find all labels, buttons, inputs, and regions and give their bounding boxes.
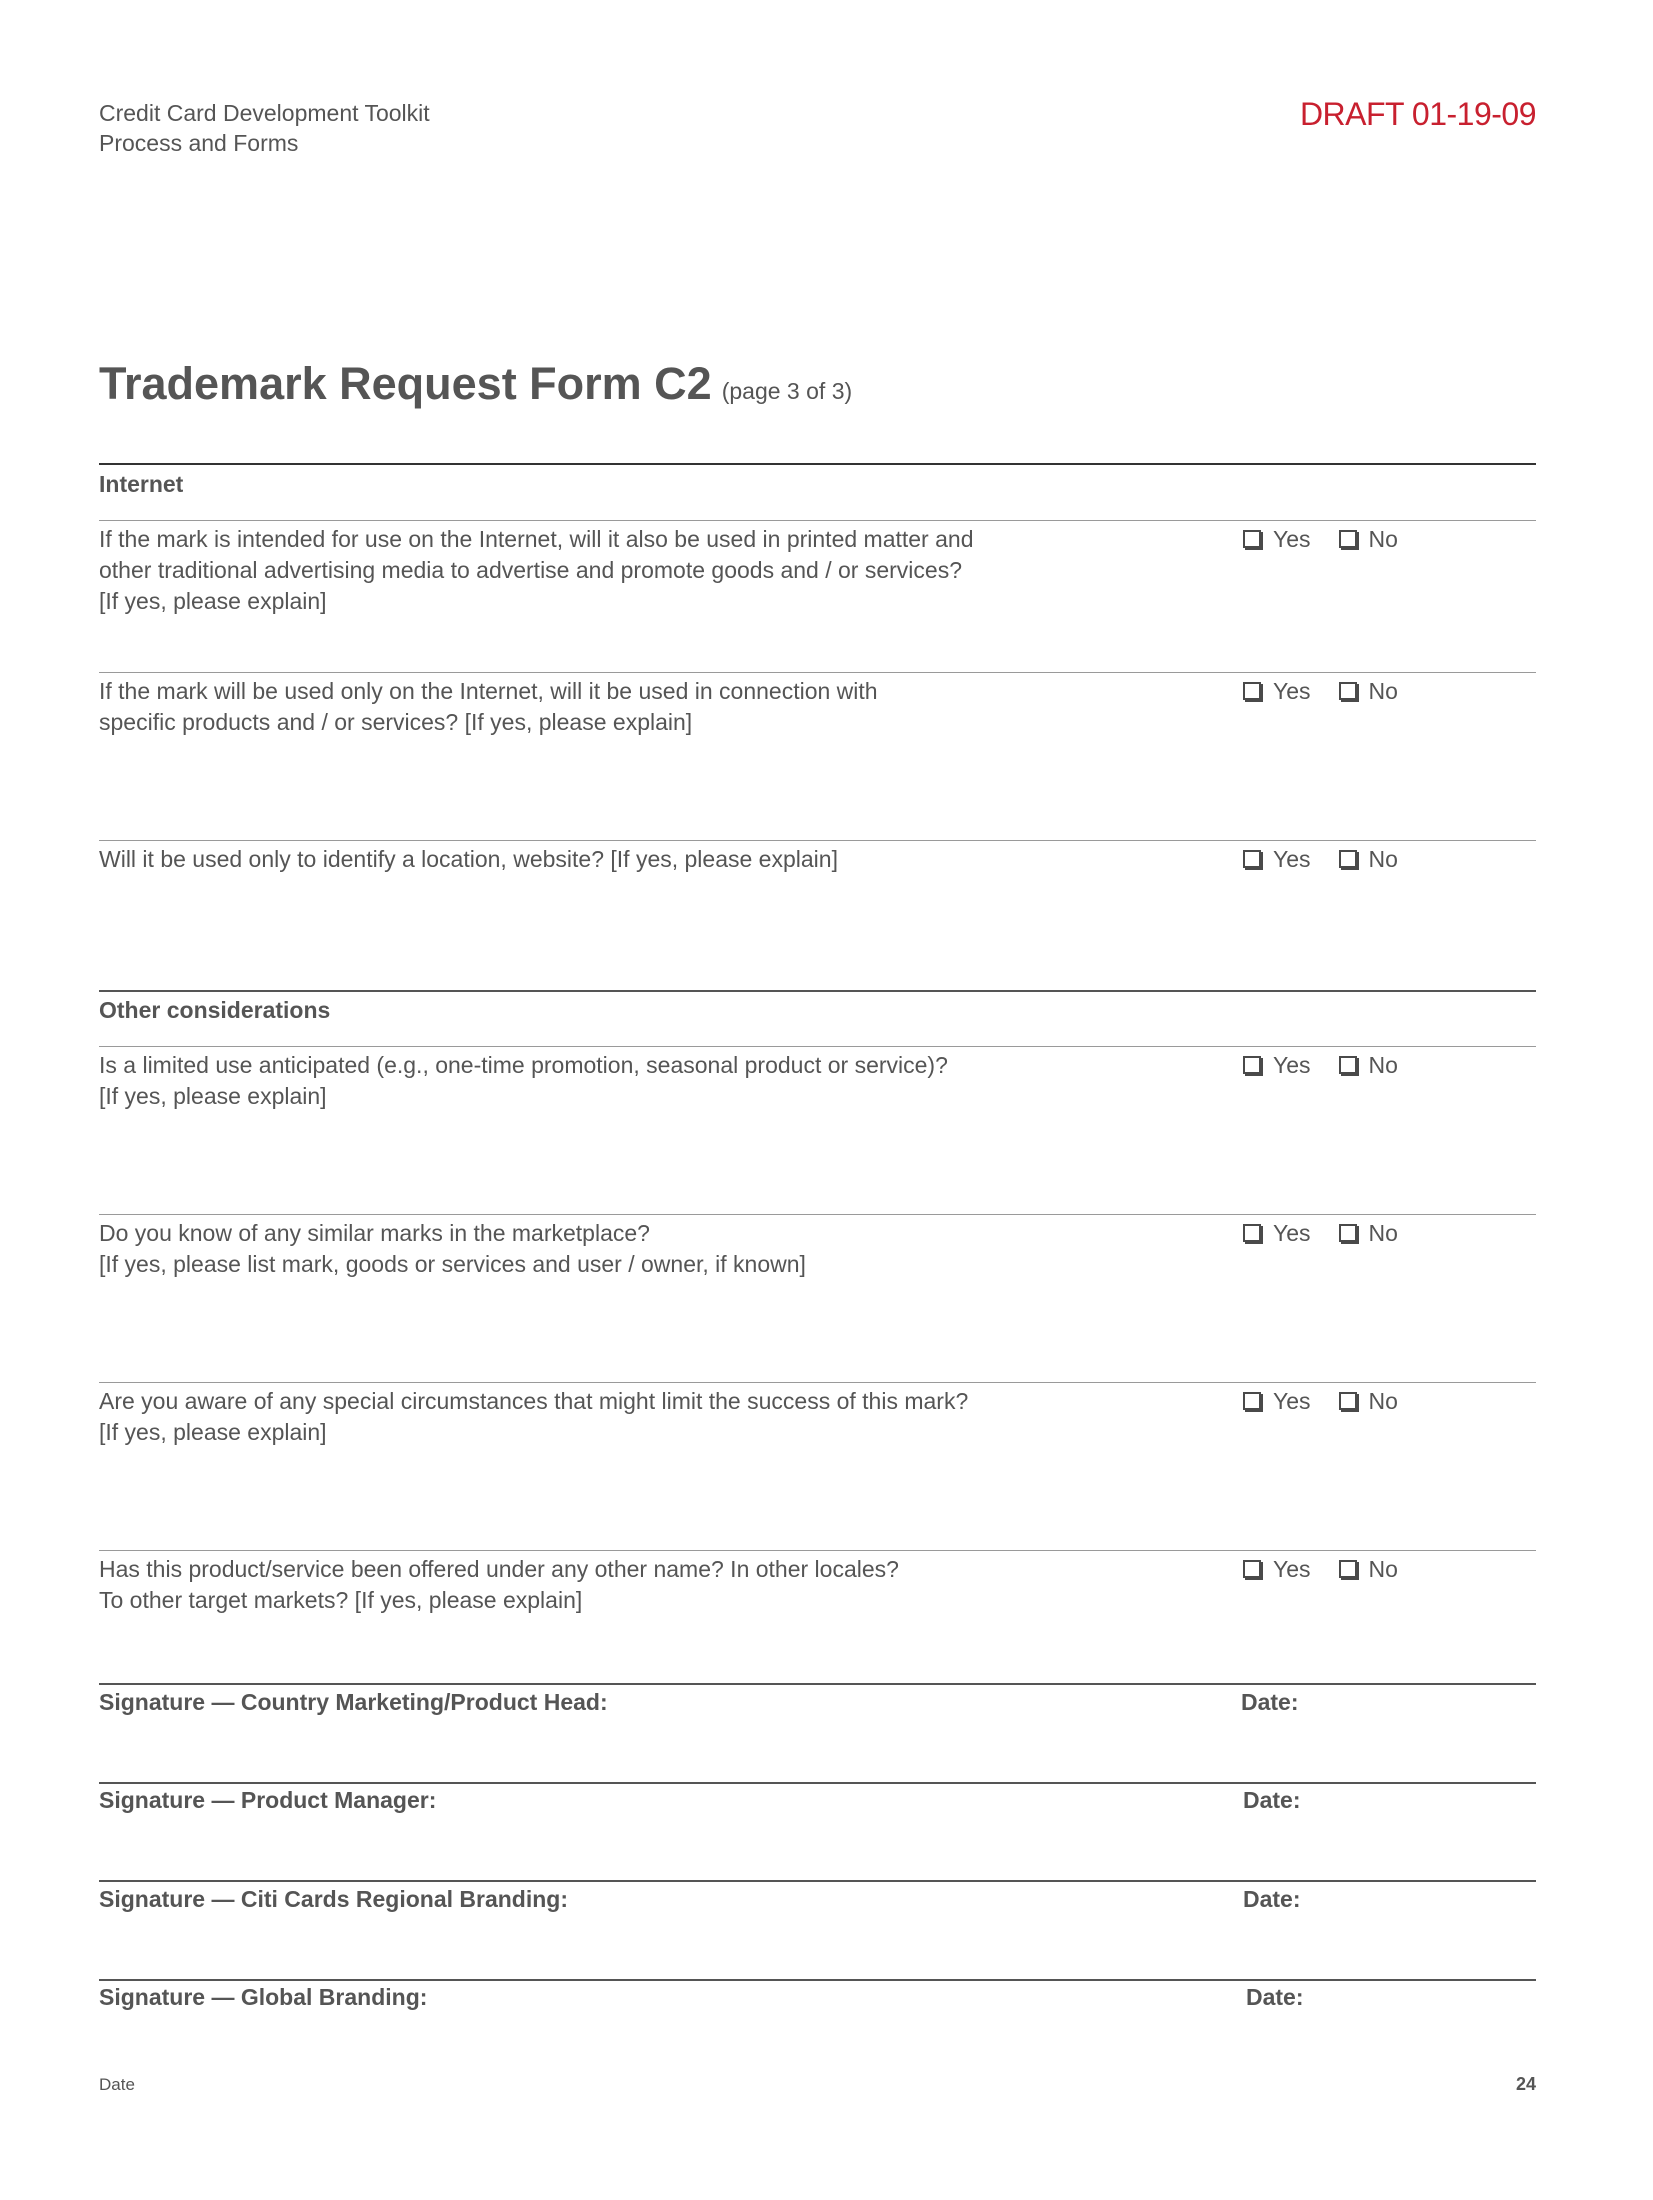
- yes-option[interactable]: [1243, 1220, 1311, 1247]
- question-internet-products: [99, 676, 1199, 738]
- question-similar-marks: [99, 1218, 1199, 1280]
- yes-no-choice: [1243, 1220, 1398, 1247]
- signature-line: [99, 1979, 1536, 1981]
- no-option[interactable]: [1339, 1052, 1398, 1079]
- question-divider: [99, 520, 1536, 521]
- signature-line: [99, 1782, 1536, 1784]
- question-line: Will it be used only to identify a location, website? [If yes, please explain]: [99, 846, 838, 872]
- checkbox-icon[interactable]: [1243, 1560, 1261, 1578]
- checkbox-icon[interactable]: [1243, 1056, 1261, 1074]
- checkbox-icon[interactable]: [1339, 1224, 1357, 1242]
- signature-date-label[interactable]: Date:: [1241, 1689, 1299, 1715]
- checkbox-icon[interactable]: [1243, 1224, 1261, 1242]
- question-divider: [99, 1382, 1536, 1383]
- yes-option[interactable]: [1243, 526, 1311, 553]
- yes-label: Yes: [1273, 1388, 1311, 1414]
- signature-regional-branding[interactable]: Signature — Citi Cards Regional Branding:: [99, 1886, 568, 1912]
- no-option[interactable]: [1339, 526, 1398, 553]
- checkbox-icon[interactable]: [1339, 850, 1357, 868]
- footer-date: Date: [99, 2075, 135, 2094]
- yes-no-choice: [1243, 1052, 1398, 1079]
- yes-option[interactable]: [1243, 846, 1311, 873]
- yes-label: Yes: [1273, 678, 1311, 704]
- question-line: [If yes, please explain]: [99, 588, 327, 614]
- no-option[interactable]: [1339, 846, 1398, 873]
- yes-label: Yes: [1273, 526, 1311, 552]
- question-line: If the mark will be used only on the Internet, will it be used in connection with: [99, 678, 878, 704]
- question-internet-printed: [99, 524, 1199, 617]
- signature-date-label[interactable]: Date:: [1243, 1886, 1301, 1912]
- yes-option[interactable]: [1243, 1052, 1311, 1079]
- question-line: Do you know of any similar marks in the marketplace?: [99, 1220, 650, 1246]
- form-title-main: Trademark Request Form C2: [99, 358, 712, 409]
- yes-label: Yes: [1273, 1556, 1311, 1582]
- question-divider: [99, 672, 1536, 673]
- signature-line: [99, 1880, 1536, 1882]
- question-line: To other target markets? [If yes, please explain]: [99, 1587, 583, 1613]
- section-divider: [99, 990, 1536, 992]
- signature-product-manager[interactable]: Signature — Product Manager:: [99, 1787, 437, 1813]
- yes-option[interactable]: [1243, 1388, 1311, 1415]
- checkbox-icon[interactable]: [1339, 1392, 1357, 1410]
- question-limited-use: [99, 1050, 1199, 1112]
- document-header: [99, 98, 430, 158]
- no-label: No: [1368, 846, 1398, 872]
- question-line: If the mark is intended for use on the Internet, will it also be used in printed matter and: [99, 526, 974, 552]
- checkbox-icon[interactable]: [1339, 530, 1357, 548]
- no-label: No: [1368, 526, 1398, 552]
- page-number: 24: [1515, 2074, 1536, 2094]
- form-title: [99, 358, 852, 410]
- checkbox-icon[interactable]: [1339, 1056, 1357, 1074]
- yes-label: Yes: [1273, 1052, 1311, 1078]
- yes-label: Yes: [1273, 1220, 1311, 1246]
- question-internet-location: [99, 844, 1199, 875]
- signature-country-head[interactable]: Signature — Country Marketing/Product Head:: [99, 1689, 608, 1715]
- draft-stamp: DRAFT 01-19-09: [1299, 96, 1536, 132]
- no-label: No: [1368, 1556, 1398, 1582]
- section-divider: [99, 463, 1536, 465]
- question-line: [If yes, please explain]: [99, 1419, 327, 1445]
- yes-label: Yes: [1273, 846, 1311, 872]
- yes-option[interactable]: [1243, 678, 1311, 705]
- form-title-page: (page 3 of 3): [721, 378, 853, 404]
- no-option[interactable]: [1339, 1556, 1398, 1583]
- checkbox-icon[interactable]: [1243, 682, 1261, 700]
- yes-no-choice: [1243, 526, 1398, 553]
- question-divider: [99, 1046, 1536, 1047]
- yes-no-choice: [1243, 678, 1398, 705]
- header-line-2: Process and Forms: [99, 130, 299, 156]
- signature-date-label[interactable]: Date:: [1243, 1787, 1301, 1813]
- question-line: [If yes, please list mark, goods or services and user / owner, if known]: [99, 1251, 806, 1277]
- question-line: Are you aware of any special circumstances that might limit the success of this mark?: [99, 1388, 969, 1414]
- no-option[interactable]: [1339, 678, 1398, 705]
- question-divider: [99, 840, 1536, 841]
- signature-global-branding[interactable]: Signature — Global Branding:: [99, 1984, 428, 2010]
- question-line: Is a limited use anticipated (e.g., one-time promotion, seasonal product or service)?: [99, 1052, 948, 1078]
- no-label: No: [1368, 1220, 1398, 1246]
- checkbox-icon[interactable]: [1339, 1560, 1357, 1578]
- question-other-name: [99, 1554, 1199, 1616]
- no-label: No: [1368, 678, 1398, 704]
- header-line-1: Credit Card Development Toolkit: [99, 100, 430, 126]
- no-label: No: [1368, 1388, 1398, 1414]
- question-line: other traditional advertising media to advertise and promote goods and / or services?: [99, 557, 962, 583]
- section-heading-internet: Internet: [99, 471, 184, 497]
- checkbox-icon[interactable]: [1243, 850, 1261, 868]
- yes-no-choice: [1243, 1556, 1398, 1583]
- yes-no-choice: [1243, 1388, 1398, 1415]
- yes-no-choice: [1243, 846, 1398, 873]
- question-line: [If yes, please explain]: [99, 1083, 327, 1109]
- signature-line: [99, 1683, 1536, 1685]
- section-heading-other: Other considerations: [99, 997, 331, 1023]
- question-line: specific products and / or services? [If yes, please explain]: [99, 709, 693, 735]
- question-divider: [99, 1214, 1536, 1215]
- question-divider: [99, 1550, 1536, 1551]
- yes-option[interactable]: [1243, 1556, 1311, 1583]
- checkbox-icon[interactable]: [1339, 682, 1357, 700]
- no-option[interactable]: [1339, 1388, 1398, 1415]
- checkbox-icon[interactable]: [1243, 1392, 1261, 1410]
- question-special-circumstances: [99, 1386, 1199, 1448]
- checkbox-icon[interactable]: [1243, 530, 1261, 548]
- no-label: No: [1368, 1052, 1398, 1078]
- no-option[interactable]: [1339, 1220, 1398, 1247]
- question-line: Has this product/service been offered under any other name? In other locales?: [99, 1556, 899, 1582]
- signature-date-label[interactable]: Date:: [1246, 1984, 1304, 2010]
